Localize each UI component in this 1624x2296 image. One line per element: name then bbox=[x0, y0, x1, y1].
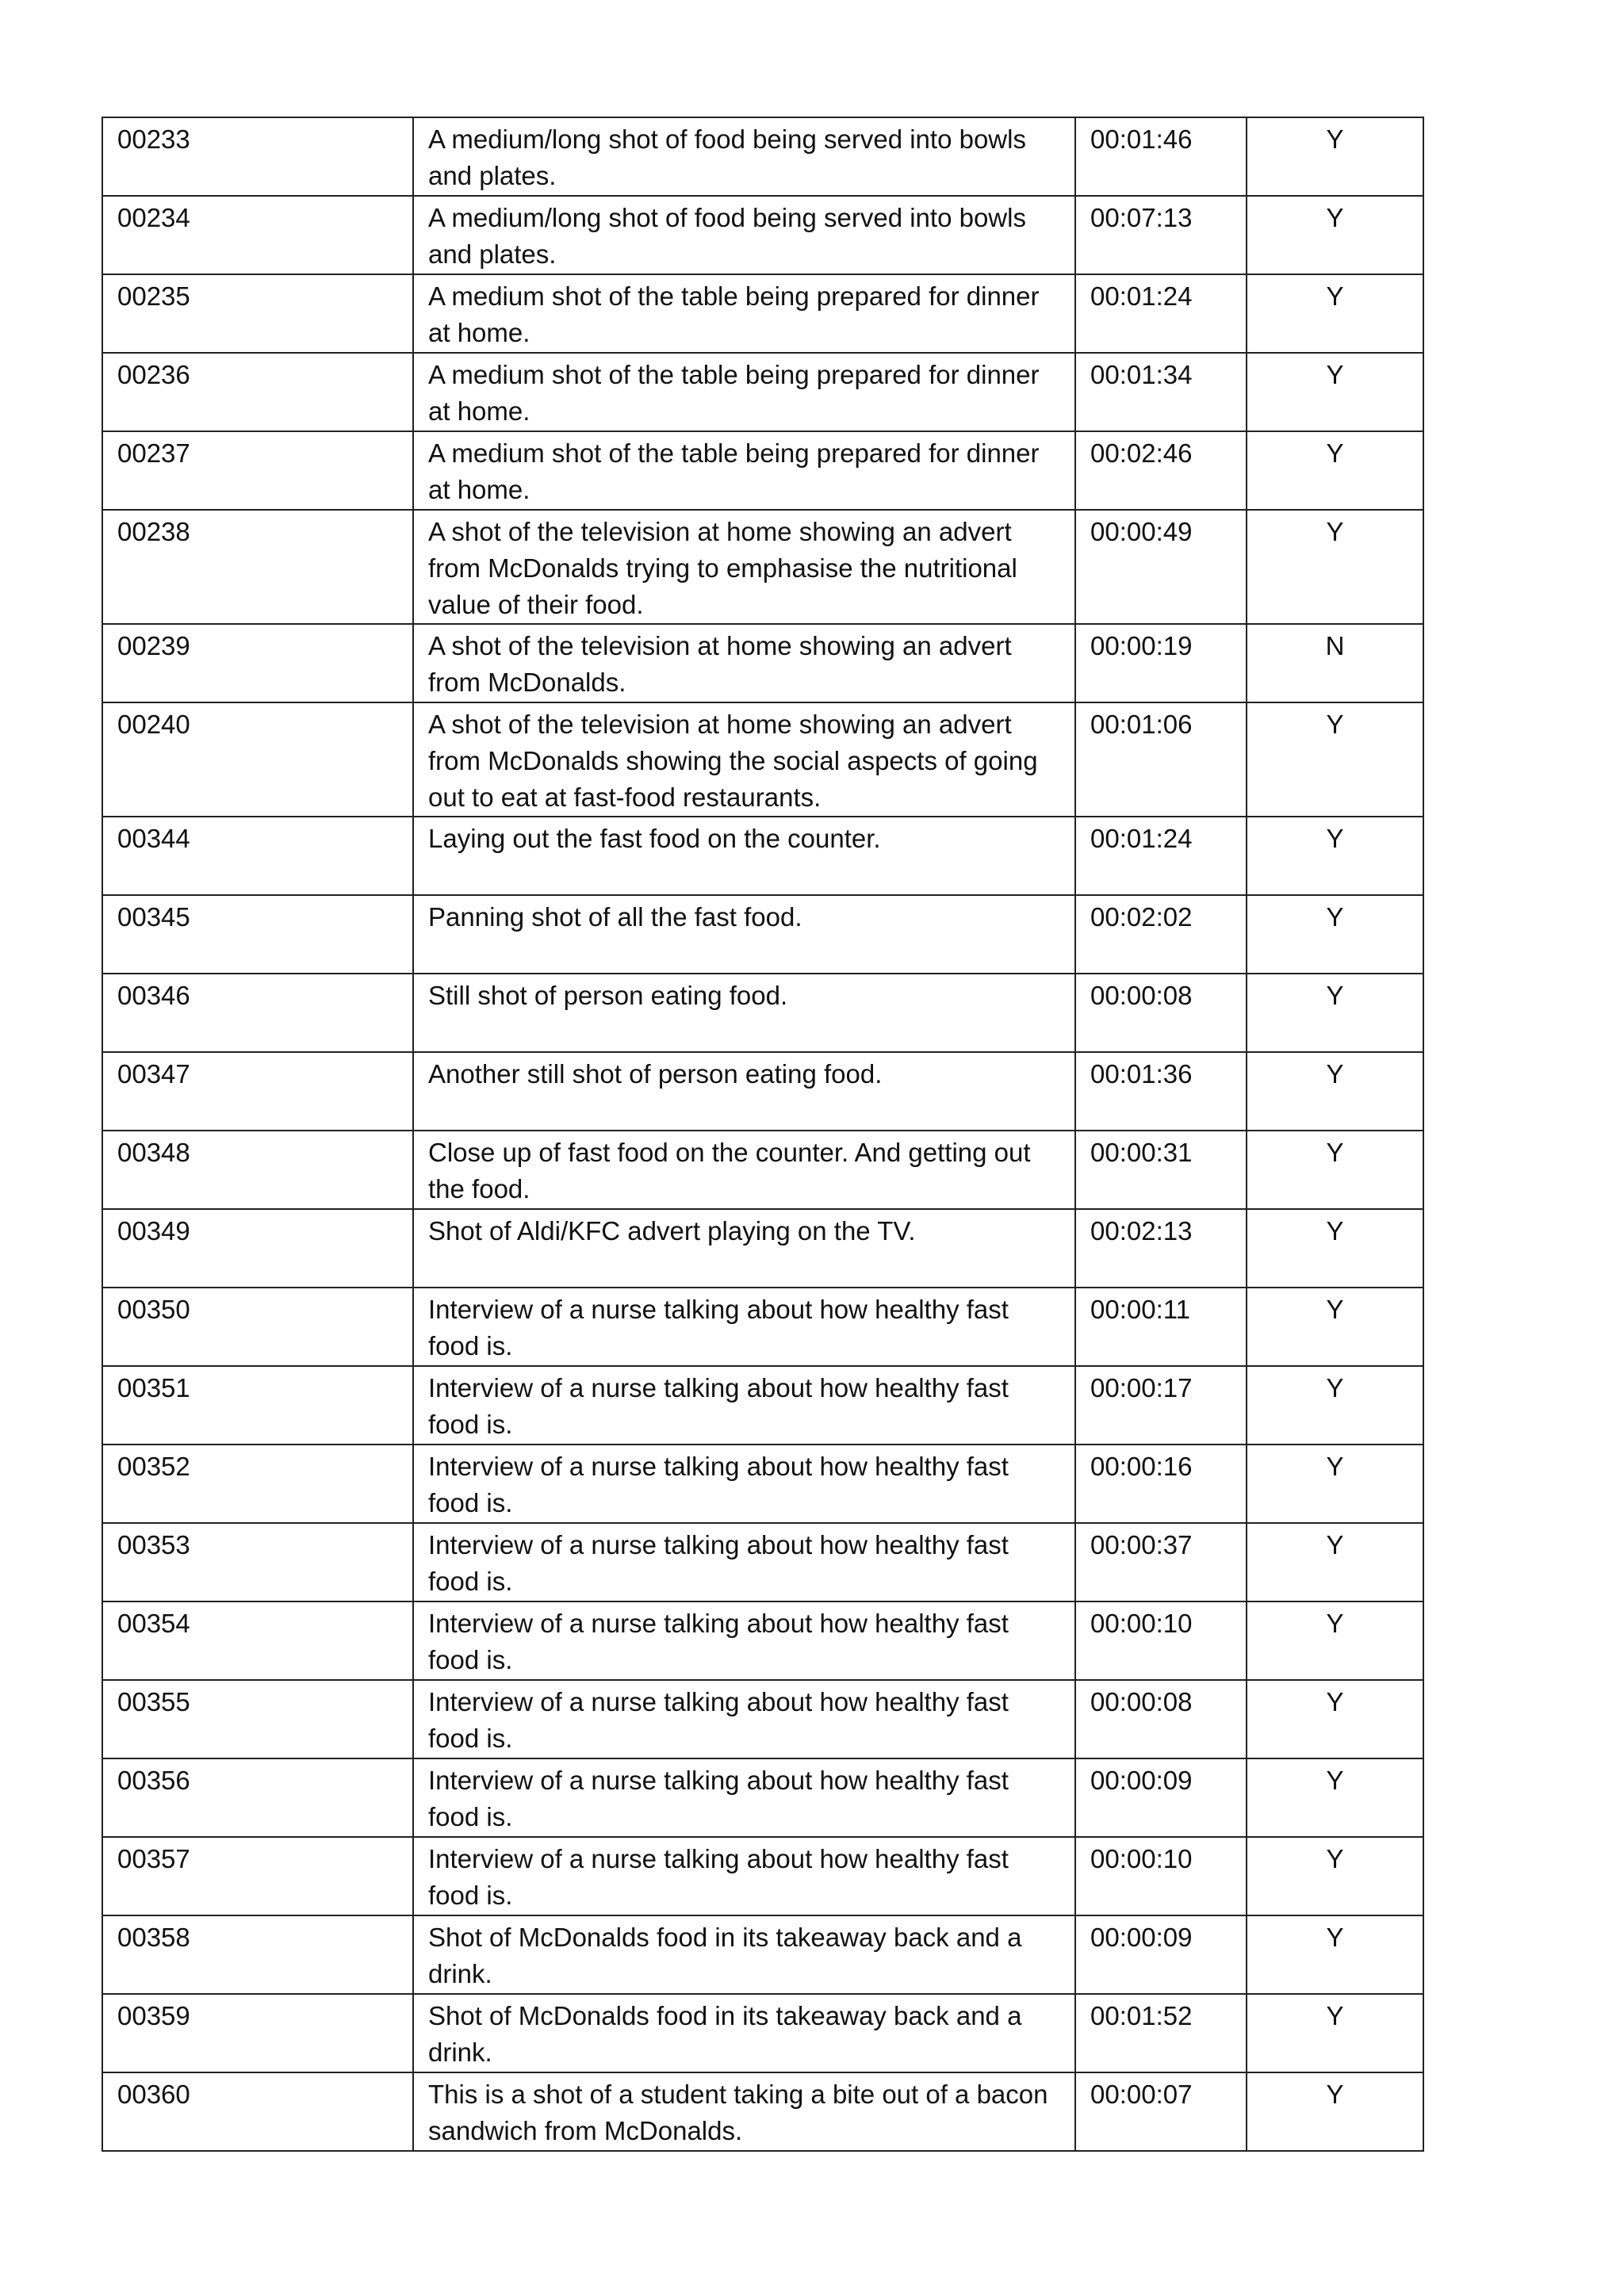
duration-cell: 00:00:09 bbox=[1075, 1915, 1247, 1994]
duration-cell: 00:00:10 bbox=[1075, 1837, 1247, 1915]
description-cell: Shot of McDonalds food in its takeaway back and a drink. bbox=[413, 1994, 1075, 2072]
description-cell: This is a shot of a student taking a bite out of a bacon sandwich from McDonalds. bbox=[413, 2072, 1075, 2151]
table-row bbox=[102, 1758, 1423, 1837]
description-cell: A medium shot of the table being prepared for dinner at home. bbox=[413, 431, 1075, 510]
clip-id-cell: 00355 bbox=[102, 1680, 413, 1758]
clip-id-cell: 00234 bbox=[102, 196, 413, 274]
clip-id-cell: 00358 bbox=[102, 1915, 413, 1994]
description-cell: Interview of a nurse talking about how healthy fast food is. bbox=[413, 1288, 1075, 1366]
duration-cell: 00:00:19 bbox=[1075, 624, 1247, 702]
duration-cell: 00:00:11 bbox=[1075, 1288, 1247, 1366]
flag-cell: Y bbox=[1247, 702, 1423, 817]
description-cell: A shot of the television at home showing an advert from McDonalds showing the social aspects of going out to eat at fast-food restaurants. bbox=[413, 702, 1075, 817]
duration-cell: 00:01:34 bbox=[1075, 353, 1247, 431]
flag-cell: Y bbox=[1247, 1837, 1423, 1915]
table-row bbox=[102, 196, 1423, 274]
clip-id-cell: 00237 bbox=[102, 431, 413, 510]
description-cell: Shot of McDonalds food in its takeaway back and a drink. bbox=[413, 1915, 1075, 1994]
flag-cell: Y bbox=[1247, 117, 1423, 196]
shot-log-table bbox=[102, 117, 1424, 2152]
flag-cell: Y bbox=[1247, 974, 1423, 1052]
clip-id-cell: 00236 bbox=[102, 353, 413, 431]
description-cell: Interview of a nurse talking about how healthy fast food is. bbox=[413, 1837, 1075, 1915]
flag-cell: N bbox=[1247, 624, 1423, 702]
description-cell: A medium/long shot of food being served into bowls and plates. bbox=[413, 196, 1075, 274]
duration-cell: 00:00:08 bbox=[1075, 1680, 1247, 1758]
table-row bbox=[102, 1445, 1423, 1523]
flag-cell: Y bbox=[1247, 510, 1423, 624]
duration-cell: 00:00:37 bbox=[1075, 1523, 1247, 1601]
flag-cell: Y bbox=[1247, 1994, 1423, 2072]
flag-cell: Y bbox=[1247, 196, 1423, 274]
flag-cell: Y bbox=[1247, 353, 1423, 431]
clip-id-cell: 00349 bbox=[102, 1209, 413, 1288]
clip-id-cell: 00356 bbox=[102, 1758, 413, 1837]
clip-id-cell: 00353 bbox=[102, 1523, 413, 1601]
duration-cell: 00:02:13 bbox=[1075, 1209, 1247, 1288]
table-row bbox=[102, 624, 1423, 702]
table-row bbox=[102, 1680, 1423, 1758]
flag-cell: Y bbox=[1247, 1601, 1423, 1680]
description-cell: Laying out the fast food on the counter. bbox=[413, 817, 1075, 895]
clip-id-cell: 00239 bbox=[102, 624, 413, 702]
table-row bbox=[102, 702, 1423, 817]
clip-id-cell: 00345 bbox=[102, 895, 413, 974]
table-row bbox=[102, 817, 1423, 895]
duration-cell: 00:00:09 bbox=[1075, 1758, 1247, 1837]
table-row bbox=[102, 431, 1423, 510]
table-row bbox=[102, 2072, 1423, 2151]
table-row bbox=[102, 1601, 1423, 1680]
duration-cell: 00:00:10 bbox=[1075, 1601, 1247, 1680]
flag-cell: Y bbox=[1247, 1052, 1423, 1131]
clip-id-cell: 00351 bbox=[102, 1366, 413, 1445]
clip-id-cell: 00352 bbox=[102, 1445, 413, 1523]
description-cell: Panning shot of all the fast food. bbox=[413, 895, 1075, 974]
table-row bbox=[102, 1209, 1423, 1288]
description-cell: A shot of the television at home showing an advert from McDonalds trying to emphasise the nutritional value of their food. bbox=[413, 510, 1075, 624]
description-cell: Another still shot of person eating food. bbox=[413, 1052, 1075, 1131]
description-cell: Interview of a nurse talking about how healthy fast food is. bbox=[413, 1601, 1075, 1680]
description-cell: Interview of a nurse talking about how healthy fast food is. bbox=[413, 1366, 1075, 1445]
description-cell: Interview of a nurse talking about how healthy fast food is. bbox=[413, 1680, 1075, 1758]
flag-cell: Y bbox=[1247, 431, 1423, 510]
table-row bbox=[102, 1131, 1423, 1209]
duration-cell: 00:00:08 bbox=[1075, 974, 1247, 1052]
flag-cell: Y bbox=[1247, 1758, 1423, 1837]
duration-cell: 00:02:02 bbox=[1075, 895, 1247, 974]
table-row bbox=[102, 895, 1423, 974]
clip-id-cell: 00233 bbox=[102, 117, 413, 196]
clip-id-cell: 00357 bbox=[102, 1837, 413, 1915]
flag-cell: Y bbox=[1247, 1523, 1423, 1601]
description-cell: A medium/long shot of food being served into bowls and plates. bbox=[413, 117, 1075, 196]
table-row bbox=[102, 1052, 1423, 1131]
flag-cell: Y bbox=[1247, 1680, 1423, 1758]
description-cell: Close up of fast food on the counter. And getting out the food. bbox=[413, 1131, 1075, 1209]
duration-cell: 00:00:49 bbox=[1075, 510, 1247, 624]
clip-id-cell: 00348 bbox=[102, 1131, 413, 1209]
clip-id-cell: 00354 bbox=[102, 1601, 413, 1680]
flag-cell: Y bbox=[1247, 274, 1423, 353]
description-cell: Still shot of person eating food. bbox=[413, 974, 1075, 1052]
table-row bbox=[102, 353, 1423, 431]
duration-cell: 00:00:31 bbox=[1075, 1131, 1247, 1209]
clip-id-cell: 00240 bbox=[102, 702, 413, 817]
flag-cell: Y bbox=[1247, 1209, 1423, 1288]
table-row bbox=[102, 1994, 1423, 2072]
clip-id-cell: 00346 bbox=[102, 974, 413, 1052]
clip-id-cell: 00344 bbox=[102, 817, 413, 895]
clip-id-cell: 00235 bbox=[102, 274, 413, 353]
duration-cell: 00:07:13 bbox=[1075, 196, 1247, 274]
clip-id-cell: 00350 bbox=[102, 1288, 413, 1366]
flag-cell: Y bbox=[1247, 1288, 1423, 1366]
shot-log-body bbox=[102, 117, 1423, 2151]
flag-cell: Y bbox=[1247, 817, 1423, 895]
duration-cell: 00:00:16 bbox=[1075, 1445, 1247, 1523]
duration-cell: 00:00:07 bbox=[1075, 2072, 1247, 2151]
duration-cell: 00:00:17 bbox=[1075, 1366, 1247, 1445]
description-cell: Interview of a nurse talking about how healthy fast food is. bbox=[413, 1445, 1075, 1523]
duration-cell: 00:02:46 bbox=[1075, 431, 1247, 510]
description-cell: A medium shot of the table being prepared for dinner at home. bbox=[413, 274, 1075, 353]
table-row bbox=[102, 1523, 1423, 1601]
table-row bbox=[102, 974, 1423, 1052]
duration-cell: 00:01:46 bbox=[1075, 117, 1247, 196]
table-row bbox=[102, 274, 1423, 353]
flag-cell: Y bbox=[1247, 1915, 1423, 1994]
description-cell: Interview of a nurse talking about how healthy fast food is. bbox=[413, 1523, 1075, 1601]
table-row bbox=[102, 117, 1423, 196]
description-cell: A shot of the television at home showing an advert from McDonalds. bbox=[413, 624, 1075, 702]
table-row bbox=[102, 1288, 1423, 1366]
clip-id-cell: 00238 bbox=[102, 510, 413, 624]
table-row bbox=[102, 1366, 1423, 1445]
description-cell: A medium shot of the table being prepared for dinner at home. bbox=[413, 353, 1075, 431]
clip-id-cell: 00360 bbox=[102, 2072, 413, 2151]
duration-cell: 00:01:06 bbox=[1075, 702, 1247, 817]
table-row bbox=[102, 510, 1423, 624]
table-row bbox=[102, 1837, 1423, 1915]
flag-cell: Y bbox=[1247, 1131, 1423, 1209]
clip-id-cell: 00347 bbox=[102, 1052, 413, 1131]
flag-cell: Y bbox=[1247, 2072, 1423, 2151]
description-cell: Shot of Aldi/KFC advert playing on the TV. bbox=[413, 1209, 1075, 1288]
table-row bbox=[102, 1915, 1423, 1994]
flag-cell: Y bbox=[1247, 895, 1423, 974]
duration-cell: 00:01:24 bbox=[1075, 817, 1247, 895]
duration-cell: 00:01:24 bbox=[1075, 274, 1247, 353]
flag-cell: Y bbox=[1247, 1445, 1423, 1523]
clip-id-cell: 00359 bbox=[102, 1994, 413, 2072]
description-cell: Interview of a nurse talking about how healthy fast food is. bbox=[413, 1758, 1075, 1837]
flag-cell: Y bbox=[1247, 1366, 1423, 1445]
duration-cell: 00:01:52 bbox=[1075, 1994, 1247, 2072]
duration-cell: 00:01:36 bbox=[1075, 1052, 1247, 1131]
